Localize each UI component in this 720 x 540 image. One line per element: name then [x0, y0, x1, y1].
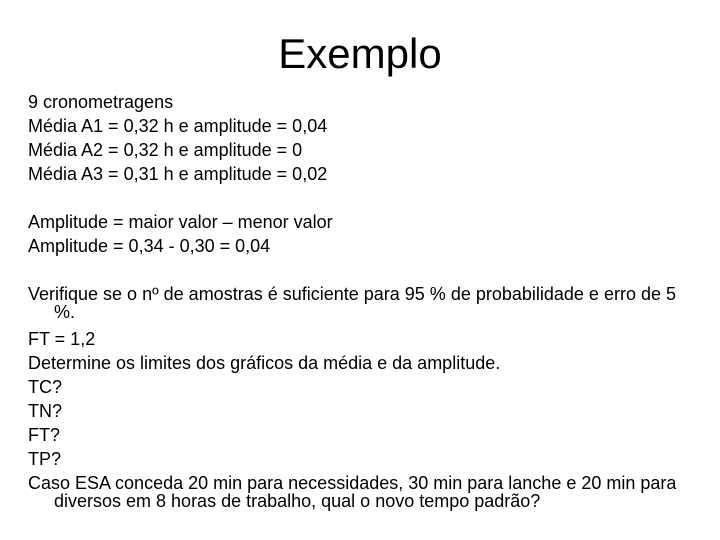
- text-line-determine: Determine os limites dos gráficos da média e da amplitude.: [28, 353, 501, 373]
- text-line-tp: TP?: [28, 449, 62, 469]
- text-line-amplitude-calculation: Amplitude = 0,34 - 0,30 = 0,04: [28, 236, 271, 256]
- slide-body: [28, 90, 688, 516]
- text-line-media-a3: Média A3 = 0,31 h e amplitude = 0,02: [28, 164, 328, 184]
- text-paragraph-case: Caso ESA conceda 20 min para necessidades, 30 min para lanche e 20 min para diversos em 8 horas de trabalho, qual o novo tempo padrão?: [28, 473, 677, 511]
- text-line-ft: FT = 1,2: [28, 329, 96, 349]
- text-line-cronometragens: 9 cronometragens: [28, 92, 174, 112]
- text-paragraph-verify: Verifique se o nº de amostras é suficiente para 95 % de probabilidade e erro de 5 %.: [28, 284, 676, 322]
- text-line-amplitude-definition: Amplitude = maior valor – menor valor: [28, 212, 333, 232]
- text-line-tn: TN?: [28, 401, 63, 421]
- text-line-tc: TC?: [28, 377, 63, 397]
- text-line-media-a1: Média A1 = 0,32 h e amplitude = 0,04: [28, 116, 328, 136]
- spacer: [28, 258, 688, 282]
- text-line-media-a2: Média A2 = 0,32 h e amplitude = 0: [28, 140, 303, 160]
- text-line-ft-question: FT?: [28, 425, 61, 445]
- spacer: [28, 186, 688, 210]
- slide-title: Exemplo: [278, 30, 442, 77]
